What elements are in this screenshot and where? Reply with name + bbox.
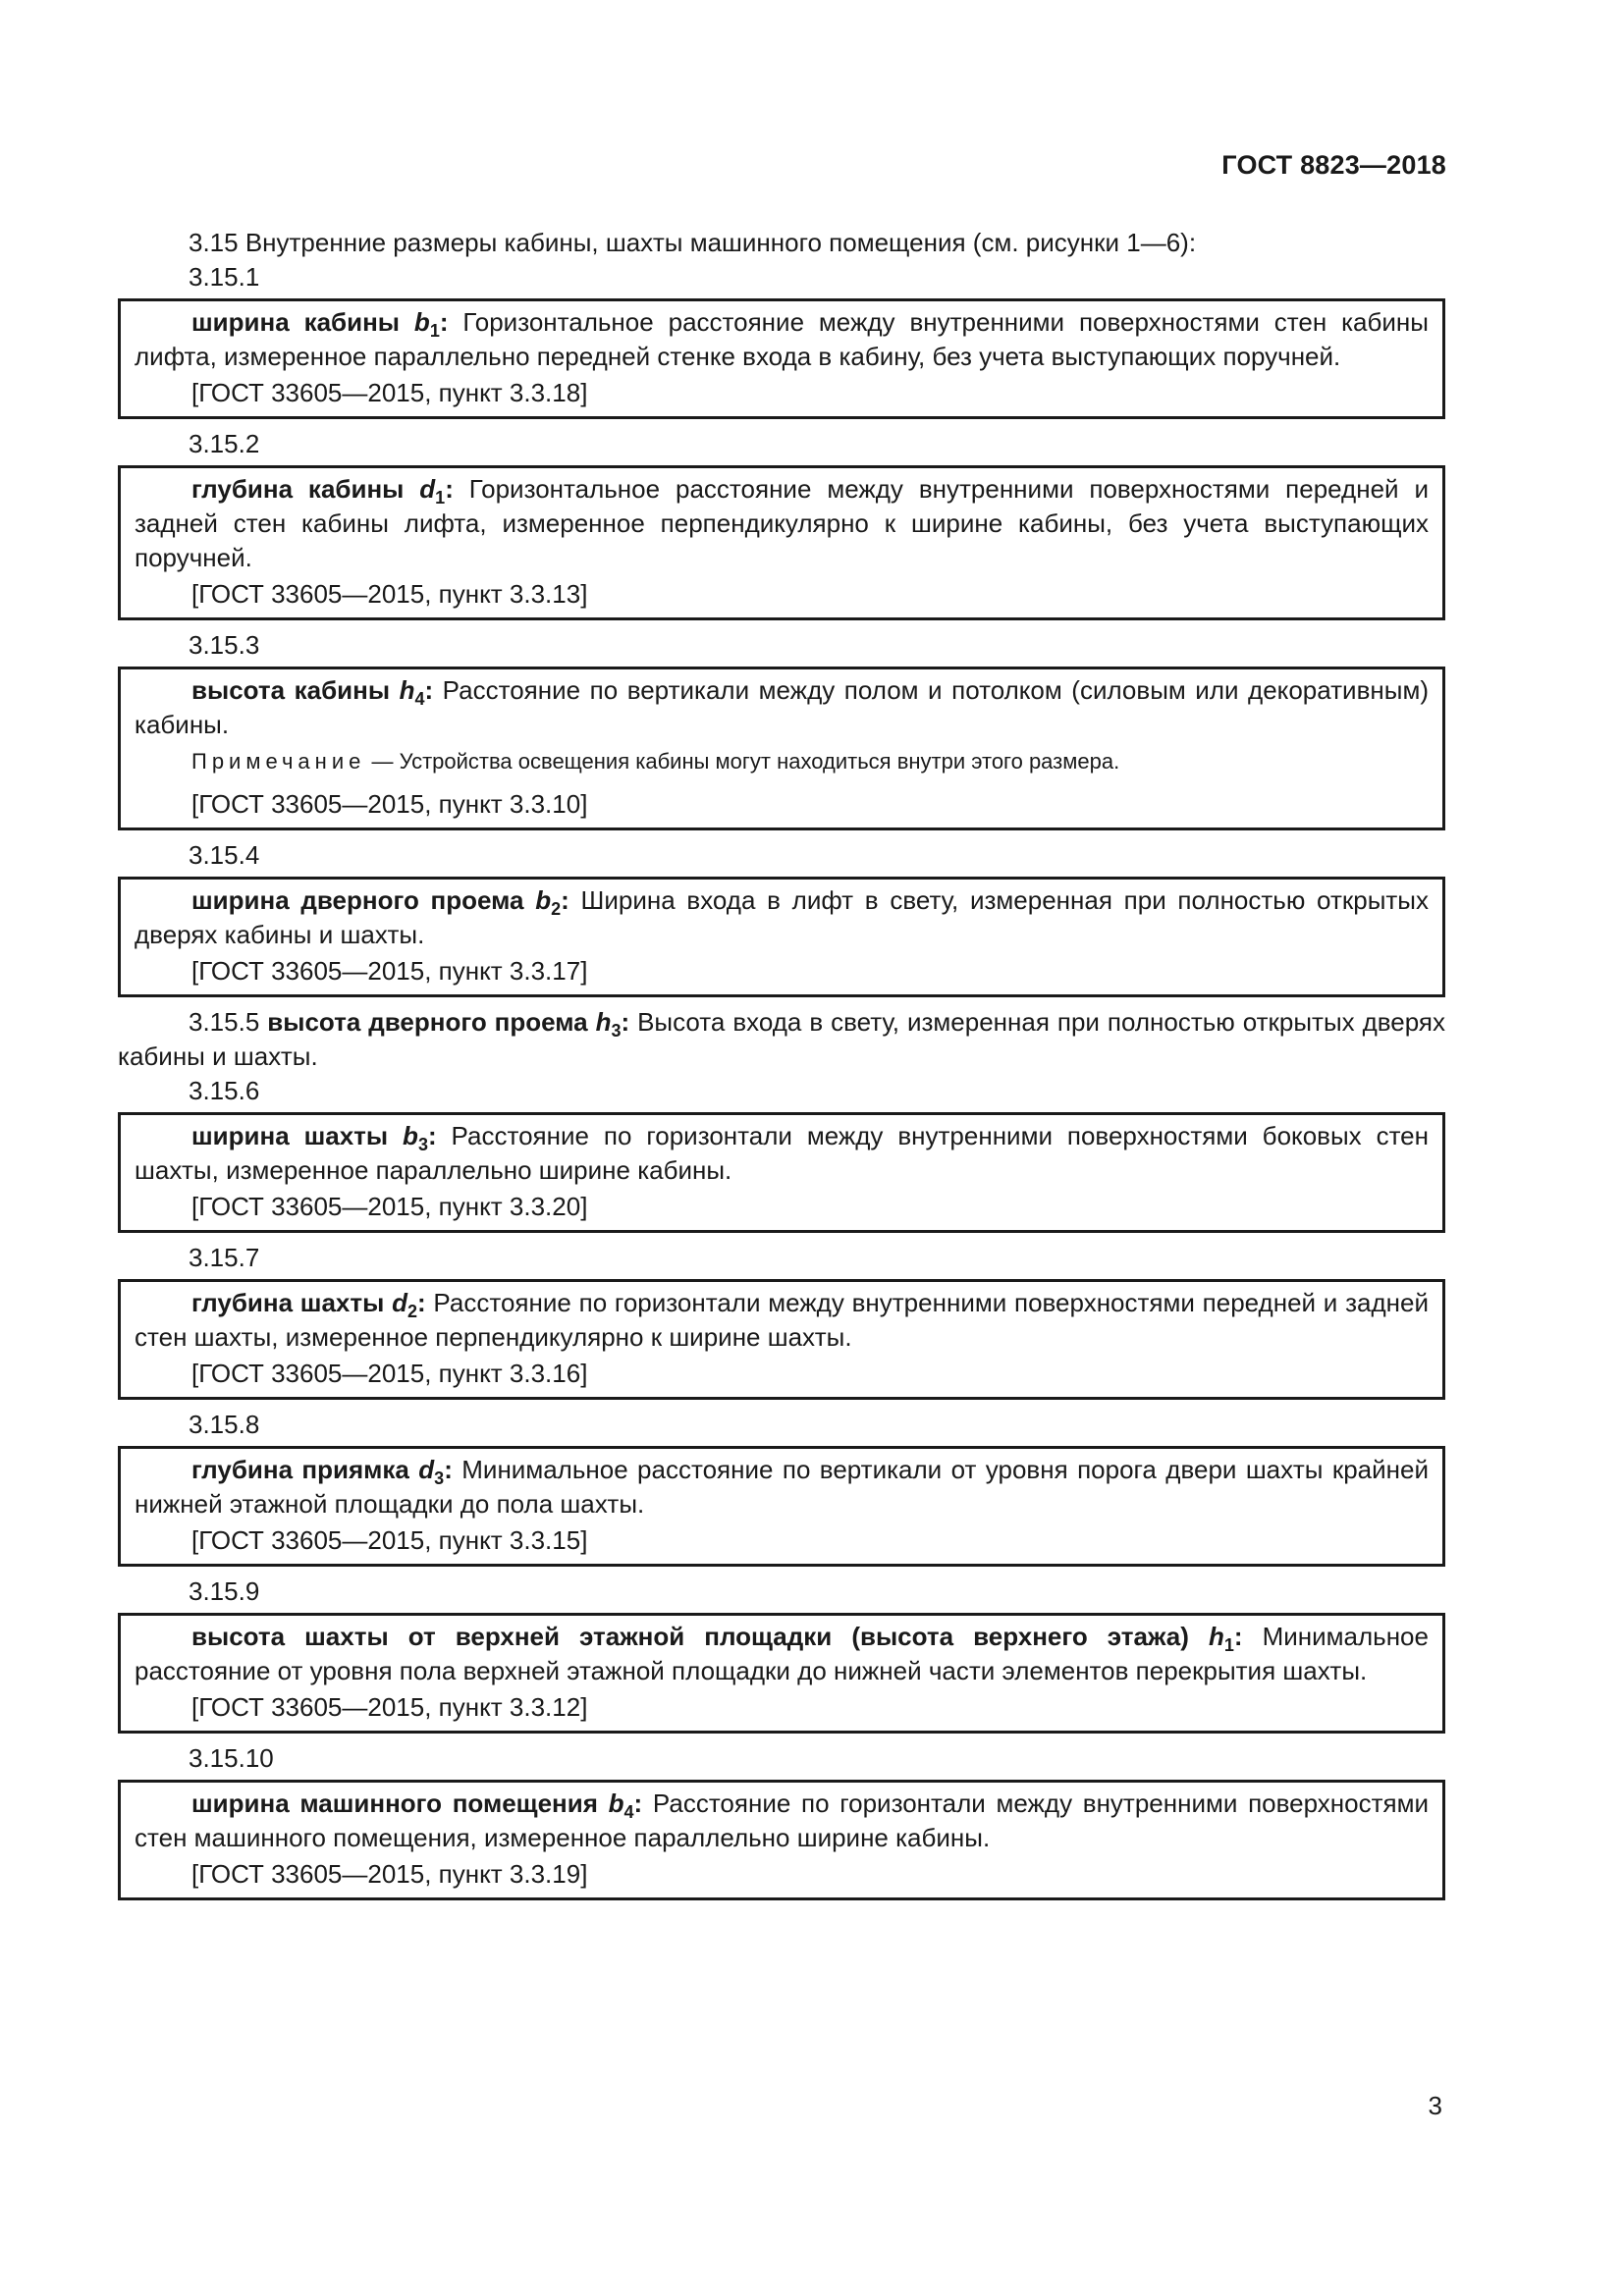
- source-reference: [ГОСТ 33605—2015, пункт 3.3.15]: [191, 1525, 588, 1555]
- definition-text: ширина машинного помещения $b_4$: Расстояние по горизонтали между внутренними поверхностями стен машинного помещения, измеренное параллельно ширине кабины.: [135, 1789, 1429, 1852]
- clause-number: 3.15.3: [189, 630, 260, 660]
- term: глубина шахты $d_2$:: [191, 1288, 426, 1321]
- clause-number: 3.15.6: [189, 1076, 260, 1105]
- term: высота дверного проема $h_3$:: [267, 1007, 630, 1041]
- definition-text: ширина шахты $b_3$: Расстояние по горизонтали между внутренними поверхностями боковых стен шахты, измеренное параллельно ширине кабины.: [135, 1121, 1429, 1185]
- definition-text: глубина кабины $d_1$: Горизонтальное расстояние между внутренними поверхностями передней и задней стен кабины лифта, измеренное перпендикулярно к ширине кабины, без учета выступающих поручней.: [135, 474, 1430, 572]
- source-reference: [ГОСТ 33605—2015, пункт 3.3.12]: [191, 1692, 588, 1722]
- source-reference: [ГОСТ 33605—2015, пункт 3.3.18]: [191, 378, 588, 407]
- definition-box: [118, 1112, 1445, 1233]
- clause-number: 3.15.5: [189, 1007, 260, 1037]
- section-intro: 3.15 Внутренние размеры кабины, шахты машинного помещения (см. рисунки 1—6):: [189, 228, 1197, 257]
- definition-text: высота кабины $h_4$: Расстояние по вертикали между полом и потолком (силовым или декоративным) кабины.: [135, 675, 1429, 739]
- term: глубина кабины $d_1$:: [191, 474, 454, 507]
- document-body: [118, 226, 1445, 1908]
- source-reference: [ГОСТ 33605—2015, пункт 3.3.16]: [191, 1359, 588, 1388]
- clause-number: 3.15.7: [189, 1243, 260, 1272]
- definition-text: ширина дверного проема $b_2$: Ширина входа в лифт в свету, измеренная при полностью открытых дверях кабины и шахты.: [135, 885, 1429, 949]
- source-reference: [ГОСТ 33605—2015, пункт 3.3.13]: [191, 579, 588, 609]
- definition-box: [118, 877, 1445, 997]
- page-number: 3: [1428, 2091, 1442, 2120]
- definition-box: [118, 465, 1445, 620]
- definition-box: [118, 1279, 1445, 1400]
- definition-box: [118, 1613, 1445, 1734]
- definition-box: [118, 298, 1445, 419]
- inline-definition: 3.15.5 высота дверного проема $h_3$: Высота входа в свету, измеренная при полностью открытых дверях кабины и шахты.: [118, 1007, 1445, 1071]
- clause-number: 3.15.2: [189, 429, 260, 458]
- definition-text: ширина кабины $b_1$: Горизонтальное расстояние между внутренними поверхностями стен кабины лифта, измеренное параллельно передней стенке входа в кабину, без учета выступающих поручней.: [135, 307, 1429, 371]
- term: ширина шахты $b_3$:: [191, 1121, 437, 1154]
- clause-number: 3.15.10: [189, 1743, 274, 1773]
- term: высота шахты от верхней этажной площадки (высота верхнего этажа) $h_1$:: [191, 1622, 1243, 1655]
- source-reference: [ГОСТ 33605—2015, пункт 3.3.17]: [191, 956, 588, 986]
- note-label: Примечание: [191, 749, 366, 774]
- term: ширина дверного проема $b_2$:: [191, 885, 569, 919]
- source-reference: [ГОСТ 33605—2015, пункт 3.3.20]: [191, 1192, 588, 1221]
- term: ширина машинного помещения $b_4$:: [191, 1789, 643, 1822]
- term: ширина кабины $b_1$:: [191, 307, 449, 341]
- definition-box: [118, 667, 1445, 830]
- clause-number: 3.15.4: [189, 840, 260, 870]
- definition-text: глубина шахты $d_2$: Расстояние по горизонтали между внутренними поверхностями передней и задней стен шахты, измеренное перпендикулярно к ширине шахты.: [135, 1288, 1429, 1352]
- clause-number: 3.15.9: [189, 1576, 260, 1606]
- note: [135, 746, 1429, 777]
- term: высота кабины $h_4$:: [191, 675, 434, 709]
- definition-box: [118, 1780, 1445, 1900]
- definition-text: глубина приямка $d_3$: Минимальное расстояние по вертикали от уровня порога двери шахты крайней нижней этажной площадки до пола шахты.: [135, 1455, 1429, 1519]
- source-reference: [ГОСТ 33605—2015, пункт 3.3.19]: [191, 1859, 588, 1889]
- clause-number: 3.15.8: [189, 1410, 260, 1439]
- term: глубина приямка $d_3$:: [191, 1455, 453, 1488]
- note-text: — Устройства освещения кабины могут находиться внутри этого размера.: [365, 749, 1120, 774]
- definition-text: высота шахты от верхней этажной площадки (высота верхнего этажа) $h_1$: Минимальное расстояние от уровня пола верхней этажной площадки до нижней части элементов перекрытия шахты.: [135, 1622, 1429, 1685]
- definition-box: [118, 1446, 1445, 1567]
- source-reference: [ГОСТ 33605—2015, пункт 3.3.10]: [191, 789, 588, 819]
- document-code: ГОСТ 8823—2018: [1221, 150, 1446, 180]
- clause-number: 3.15.1: [189, 262, 260, 292]
